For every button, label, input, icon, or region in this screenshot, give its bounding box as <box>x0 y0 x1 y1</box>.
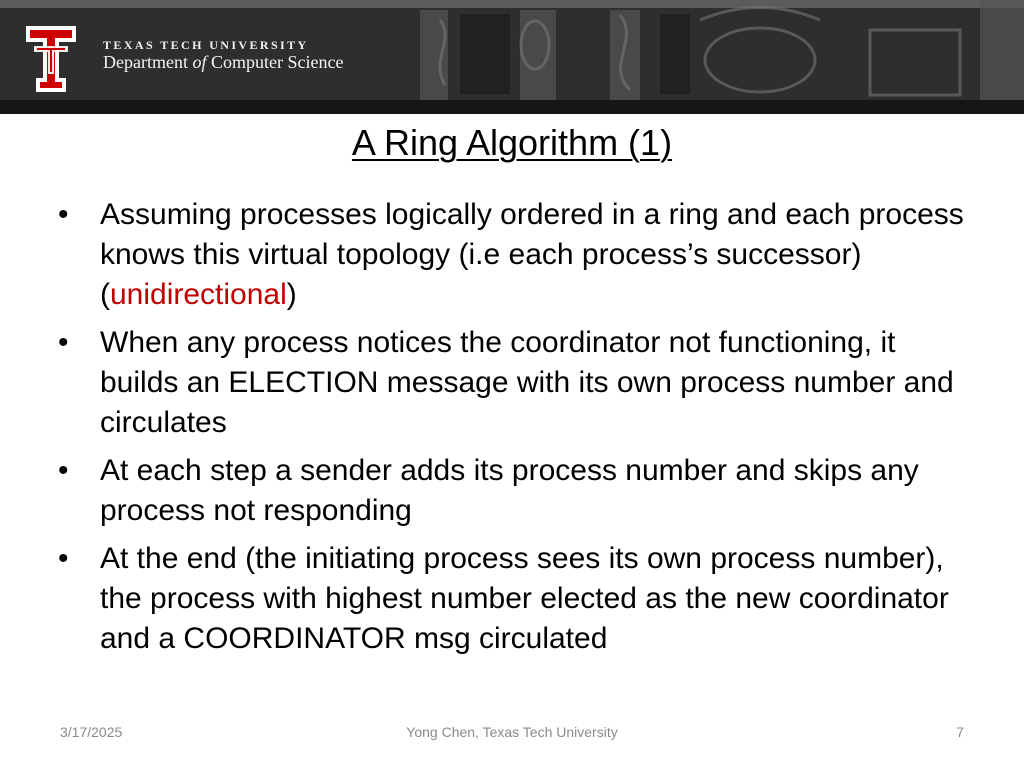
footer-author: Yong Chen, Texas Tech University <box>406 724 618 740</box>
bullet-item-1 <box>56 195 976 315</box>
department-name <box>103 52 343 73</box>
university-name: TEXAS TECH UNIVERSITY <box>103 38 309 52</box>
bullet-glyph: • <box>58 542 69 575</box>
header-banner <box>0 0 1024 114</box>
bullet-2-text: When any process notices the coordinator not functioning, it builds an ELECTION message with its own process number and circulates <box>100 326 954 439</box>
bullet-glyph: • <box>58 326 69 359</box>
slide-title: A Ring Algorithm (1) <box>351 122 673 163</box>
bullet-1-text-before: Assuming processes logically ordered in a ring and each process knows this virtual topology (i.e each process’s successor) ( <box>100 198 964 311</box>
department-prefix: Department <box>103 52 193 72</box>
department-suffix: Computer Science <box>206 52 344 72</box>
double-t-logo-icon <box>24 24 78 94</box>
department-of: of <box>192 52 207 72</box>
bullet-glyph: • <box>58 454 69 487</box>
bullet-list <box>56 195 976 667</box>
bullet-item-4 <box>56 539 976 659</box>
bullet-4-text: At the end (the initiating process sees its own process number), the process with highest number elected as the new coordinator and a COORDINATOR msg circulated <box>100 542 949 655</box>
bullet-1-text-after: ) <box>286 278 297 311</box>
bullet-3-text: At each step a sender adds its process number and skips any process not responding <box>100 454 919 527</box>
footer-date: 3/17/2025 <box>60 724 123 740</box>
bullet-item-2 <box>56 323 976 443</box>
bullet-item-3 <box>56 451 976 531</box>
bullet-glyph: • <box>58 198 69 231</box>
bullet-1-highlight: unidirectional <box>110 278 287 311</box>
footer-page-number: 7 <box>956 724 964 740</box>
